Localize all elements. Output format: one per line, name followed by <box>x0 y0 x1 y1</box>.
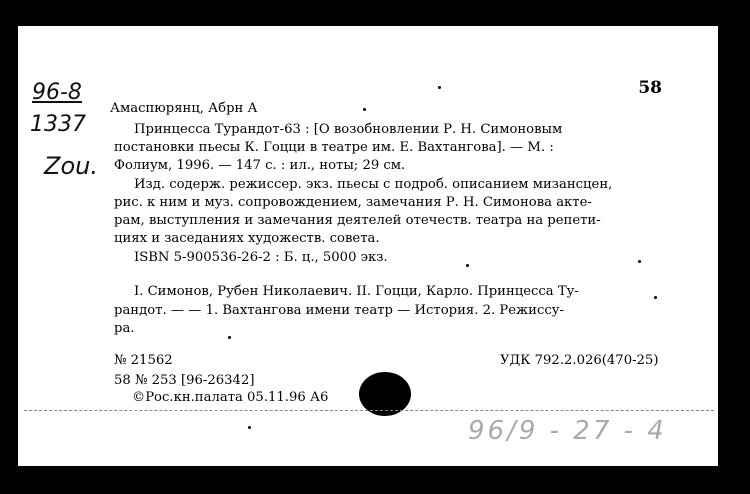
tracing-line: рандот. — — 1. Вахтангова имени театр — История. 2. Режиссу- <box>114 303 564 318</box>
entry-line: рис. к ним и муз. сопровождением, замечания Р. Н. Симонова акте- <box>114 195 592 210</box>
entry-line: Фолиум, 1996. — 147 с. : ил., ноты; 29 см. <box>114 158 406 173</box>
shelf-mark-bottom: 1337 <box>30 112 86 137</box>
udk-code: УДК 792.2.026(470-25) <box>500 353 659 368</box>
speck <box>654 296 657 299</box>
divider <box>24 410 714 411</box>
registry-line: 58 № 253 [96-26342] <box>114 373 255 388</box>
tracing-line: I. Симонов, Рубен Николаевич. II. Гоцци, Карло. Принцесса Ту- <box>134 284 579 299</box>
entry-line: циях и заседаниях художеств. совета. <box>114 231 380 246</box>
entry-heading: Амаспюрянц, Абрн А <box>110 101 258 116</box>
record-number: № 21562 <box>114 353 173 368</box>
entry-line: рам, выступления и замечания деятелей отечеств. театра на репети- <box>114 213 601 228</box>
tracing-line: ра. <box>114 321 135 336</box>
catalog-card <box>18 26 718 466</box>
speck <box>638 260 641 263</box>
chamber-line: ©Рос.кн.палата 05.11.96 А6 <box>132 390 329 405</box>
speck <box>248 426 251 429</box>
shelf-mark-top: 96-8 <box>32 80 82 105</box>
entry-line: постановки пьесы К. Гоцци в театре им. Е. Вахтангова]. — М. : <box>114 140 554 155</box>
faint-handwriting: 96/9 - 27 - 4 <box>468 416 667 446</box>
speck <box>438 86 441 89</box>
card-number: 58 <box>638 78 662 98</box>
shelf-note: Zou. <box>44 152 98 180</box>
isbn-line: ISBN 5-900536-26-2 : Б. ц., 5000 экз. <box>134 250 388 265</box>
speck <box>363 108 366 111</box>
speck <box>228 336 231 339</box>
entry-line: Изд. содерж. режиссер. экз. пьесы с подроб. описанием мизансцен, <box>134 177 613 192</box>
speck <box>466 264 469 267</box>
entry-line: Принцесса Турандот-63 : [О возобновлении Р. Н. Симоновым <box>134 122 563 137</box>
